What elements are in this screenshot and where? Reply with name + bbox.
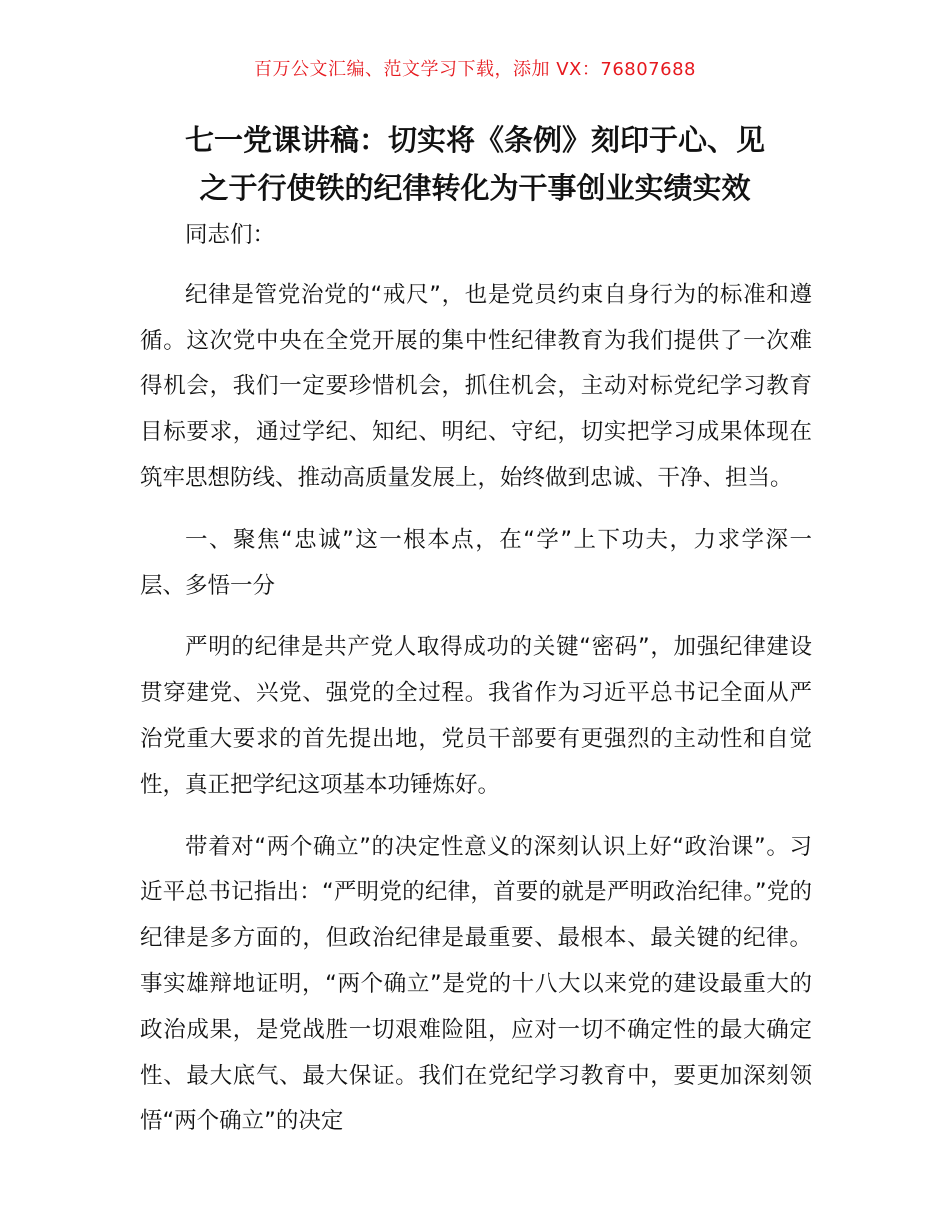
- salutation: 同志们：: [185, 222, 276, 248]
- paragraph-intro: 纪律是管党治党的“戒尺”，也是党员约束自身行为的标准和遵循。这次党中央在全党开展的集中性纪律教育为我们提供了一次难得机会，我们一定要珍惜机会，抓住机会，主动对标党纪学习教育目标要求，通过学纪、知纪、明纪、守纪，切实把学习成果体现在筑牢思想防线、推动高质量发展上，始终做到忠诚、干净、担当。: [140, 281, 812, 491]
- paragraph-discipline-code: 严明的纪律是共产党人取得成功的关键“密码”，加强纪律建设贯穿建党、兴党、强党的全过程。我省作为习近平总书记全面从严治党重大要求的首先提出地，党员干部要有更强烈的主动性和自觉性，真正把学纪这项基本功锤炼好。: [140, 634, 812, 798]
- document-body: [140, 213, 812, 1161]
- title-line-2: 之于行使铁的纪律转化为干事创业实绩实效: [199, 171, 751, 205]
- paragraph-political-lesson: 带着对“两个确立”的决定性意义的深刻认识上好“政治课”。习近平总书记指出：“严明党的纪律，首要的就是严明政治纪律。”党的纪律是多方面的，但政治纪律是最重要、最根本、最关键的纪律。事实雄辩地证明，“两个确立”是党的十八大以来党的建设最重大的政治成果，是党战胜一切艰难险阻，应对一切不确定性的最大确定性、最大底气、最大保证。我们在党纪学习教育中，要更加深刻领悟“两个确立”的决定: [140, 833, 812, 1135]
- document-title: [100, 116, 850, 212]
- section-heading-1: 一、聚焦“忠诚”这一根本点，在“学”上下功夫，力求学深一层、多悟一分: [140, 526, 812, 599]
- header-note: 百万公文汇编、范文学习下载，添加 VX：76807688: [254, 59, 696, 80]
- title-line-1: 七一党课讲稿：切实将《条例》刻印于心、见: [184, 123, 765, 157]
